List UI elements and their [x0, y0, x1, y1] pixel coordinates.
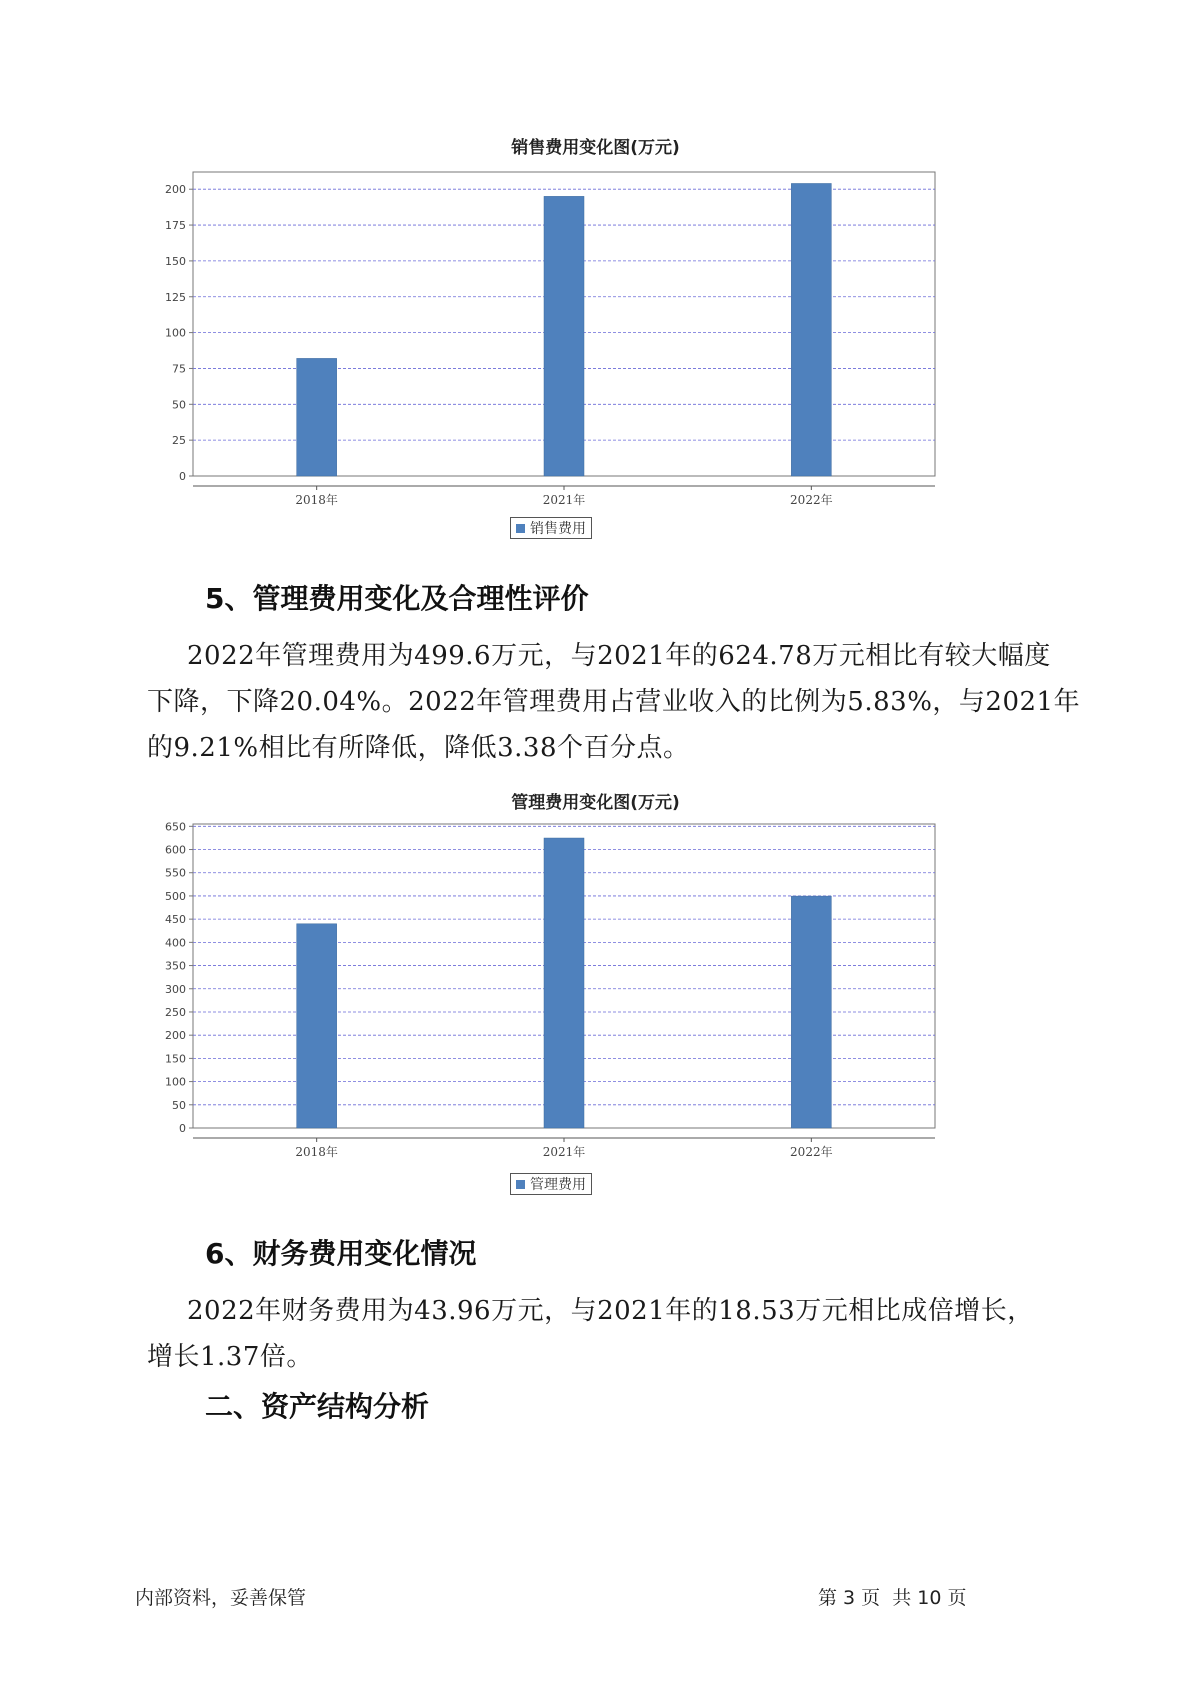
y-tick-label: 75 [172, 362, 186, 376]
y-tick-label: 150 [165, 254, 186, 268]
bar-2018年 [297, 358, 337, 476]
y-tick-label: 200 [165, 183, 186, 197]
bar-2021年 [544, 196, 584, 476]
y-tick-label: 250 [165, 1005, 186, 1019]
y-tick-label: 500 [165, 889, 186, 903]
y-tick-label: 125 [165, 290, 186, 304]
y-tick-label: 50 [172, 1098, 186, 1112]
bar-2022年 [791, 183, 831, 476]
legend-swatch [516, 1180, 525, 1189]
section6-line-2: 增长1.37倍。 [147, 1342, 313, 1372]
x-tick-label: 2022年 [790, 493, 833, 507]
section6-line-1: 2022年财务费用为43.96万元，与2021年的18.53万元相比成倍增长， [187, 1296, 1034, 1326]
y-tick-label: 0 [179, 1122, 186, 1135]
section6-paragraph [147, 1288, 1067, 1380]
y-tick-label: 100 [165, 326, 186, 340]
legend-sales [510, 517, 592, 539]
y-tick-label: 0 [179, 470, 186, 483]
bar-2018年 [297, 924, 337, 1128]
y-tick-label: 650 [165, 820, 186, 834]
chart-title-sales: 销售费用变化图(万元) [511, 138, 680, 158]
y-tick-label: 100 [165, 1075, 186, 1089]
y-tick-label: 550 [165, 866, 186, 880]
legend-label-admin: 管理费用 [530, 1177, 586, 1193]
section5-paragraph [147, 633, 1081, 771]
y-tick-label: 25 [172, 434, 186, 448]
section5-line-2: 下降，下降20.04%。2022年管理费用占营业收入的比例为5.83%，与2021年 [147, 687, 1081, 717]
section5-line-3: 的9.21%相比有所降低，降低3.38个百分点。 [147, 733, 690, 763]
y-tick-label: 400 [165, 936, 186, 950]
legend-admin [510, 1173, 592, 1195]
chart-title-admin: 管理费用变化图(万元) [511, 793, 680, 813]
admin-expense-chart [150, 820, 1030, 1165]
footer-page-number: 第 3 页 共 10 页 [818, 1587, 967, 1609]
legend-label-sales: 销售费用 [530, 521, 586, 537]
bar-2022年 [791, 896, 831, 1128]
bar-2021年 [544, 838, 584, 1128]
y-tick-label: 600 [165, 843, 186, 857]
x-tick-label: 2021年 [542, 1145, 586, 1159]
x-tick-label: 2022年 [790, 1145, 833, 1159]
section5-heading: 5、管理费用变化及合理性评价 [205, 582, 589, 615]
y-tick-label: 150 [165, 1052, 186, 1066]
y-tick-label: 450 [165, 913, 186, 927]
y-tick-label: 300 [165, 982, 186, 996]
y-tick-label: 350 [165, 959, 186, 973]
section5-line-1: 2022年管理费用为499.6万元，与2021年的624.78万元相比有较大幅度 [187, 641, 1051, 671]
section-two-heading: 二、资产结构分析 [205, 1390, 430, 1423]
footer-confidential: 内部资料，妥善保管 [135, 1587, 307, 1609]
y-tick-label: 175 [165, 219, 186, 233]
x-tick-label: 2018年 [295, 493, 338, 507]
y-tick-label: 200 [165, 1029, 186, 1043]
x-tick-label: 2018年 [295, 1145, 338, 1159]
x-tick-label: 2021年 [542, 493, 586, 507]
legend-swatch [516, 524, 525, 533]
section6-heading: 6、财务费用变化情况 [205, 1237, 477, 1270]
y-tick-label: 50 [172, 398, 186, 412]
sales-expense-chart [150, 168, 1030, 513]
